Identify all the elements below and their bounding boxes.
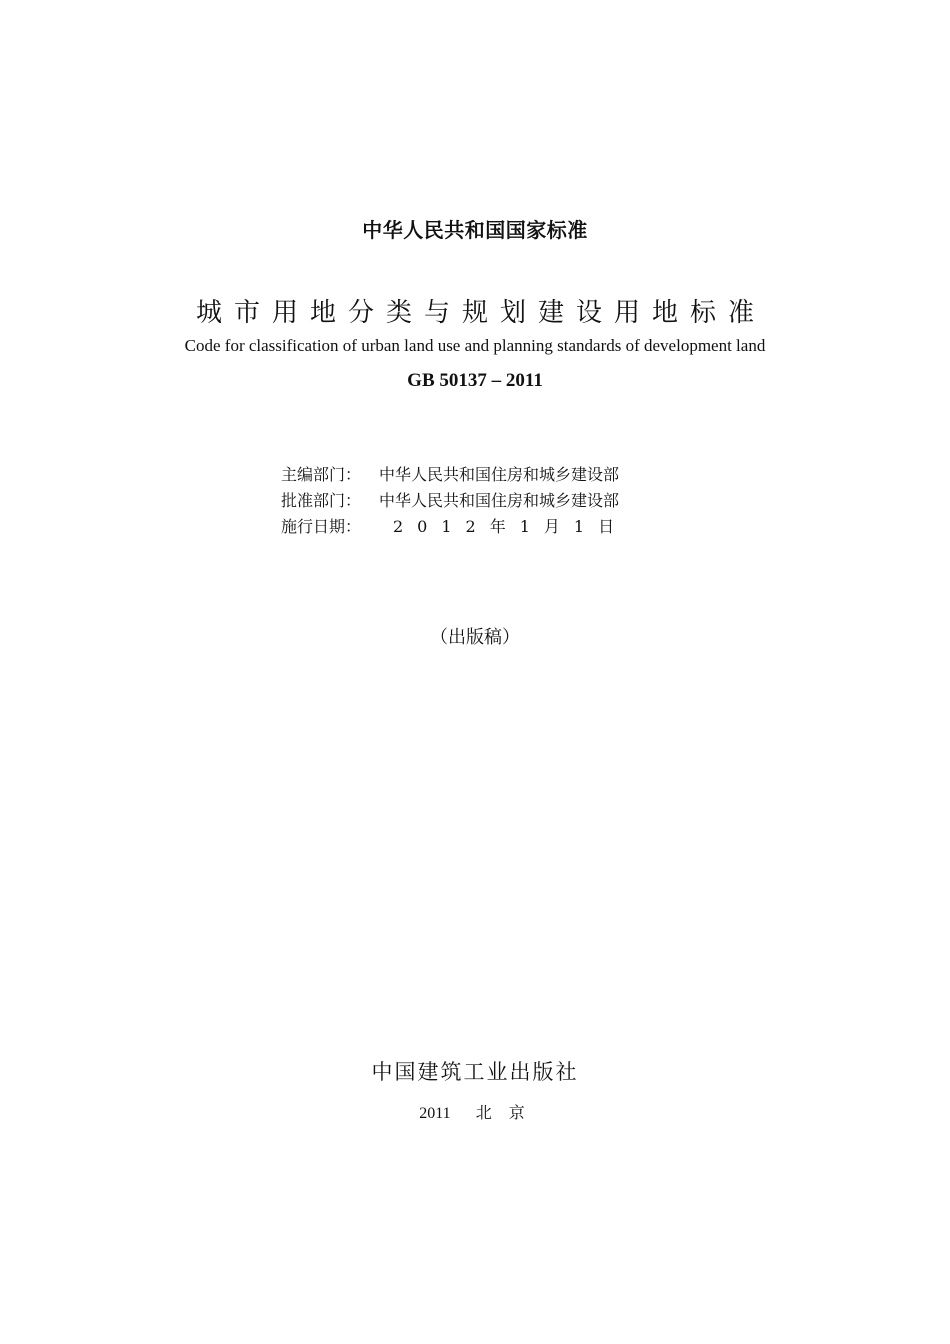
publication-city: 北 京 xyxy=(475,1103,531,1122)
standard-number: GB 50137 – 2011 xyxy=(407,370,543,391)
publication-year: 2011 xyxy=(419,1105,451,1122)
effective-date-label: 施行日期： xyxy=(281,517,362,536)
effective-date-row xyxy=(281,514,628,540)
chief-editor-value: 中华人民共和国住房和城乡建设部 xyxy=(379,465,620,484)
metadata-block xyxy=(281,462,628,540)
chief-editor-row xyxy=(281,462,628,488)
chief-editor-label: 主编部门： xyxy=(281,465,362,484)
publisher-name: 中国建筑工业出版社 xyxy=(371,1060,579,1084)
approval-label: 批准部门： xyxy=(281,491,362,510)
approval-row xyxy=(281,488,628,514)
effective-date-value: 2012年1月1日 xyxy=(393,517,629,536)
approval-value: 中华人民共和国住房和城乡建设部 xyxy=(379,491,620,510)
draft-note: （出版稿） xyxy=(430,627,520,648)
chinese-title: 城市用地分类与规划建设用地标准 xyxy=(195,298,766,328)
publication-place-year xyxy=(0,1100,950,1123)
english-title: Code for classification of urban land use and planning standards of development land xyxy=(184,336,766,355)
standard-series-title: 中华人民共和国国家标准 xyxy=(362,218,588,242)
